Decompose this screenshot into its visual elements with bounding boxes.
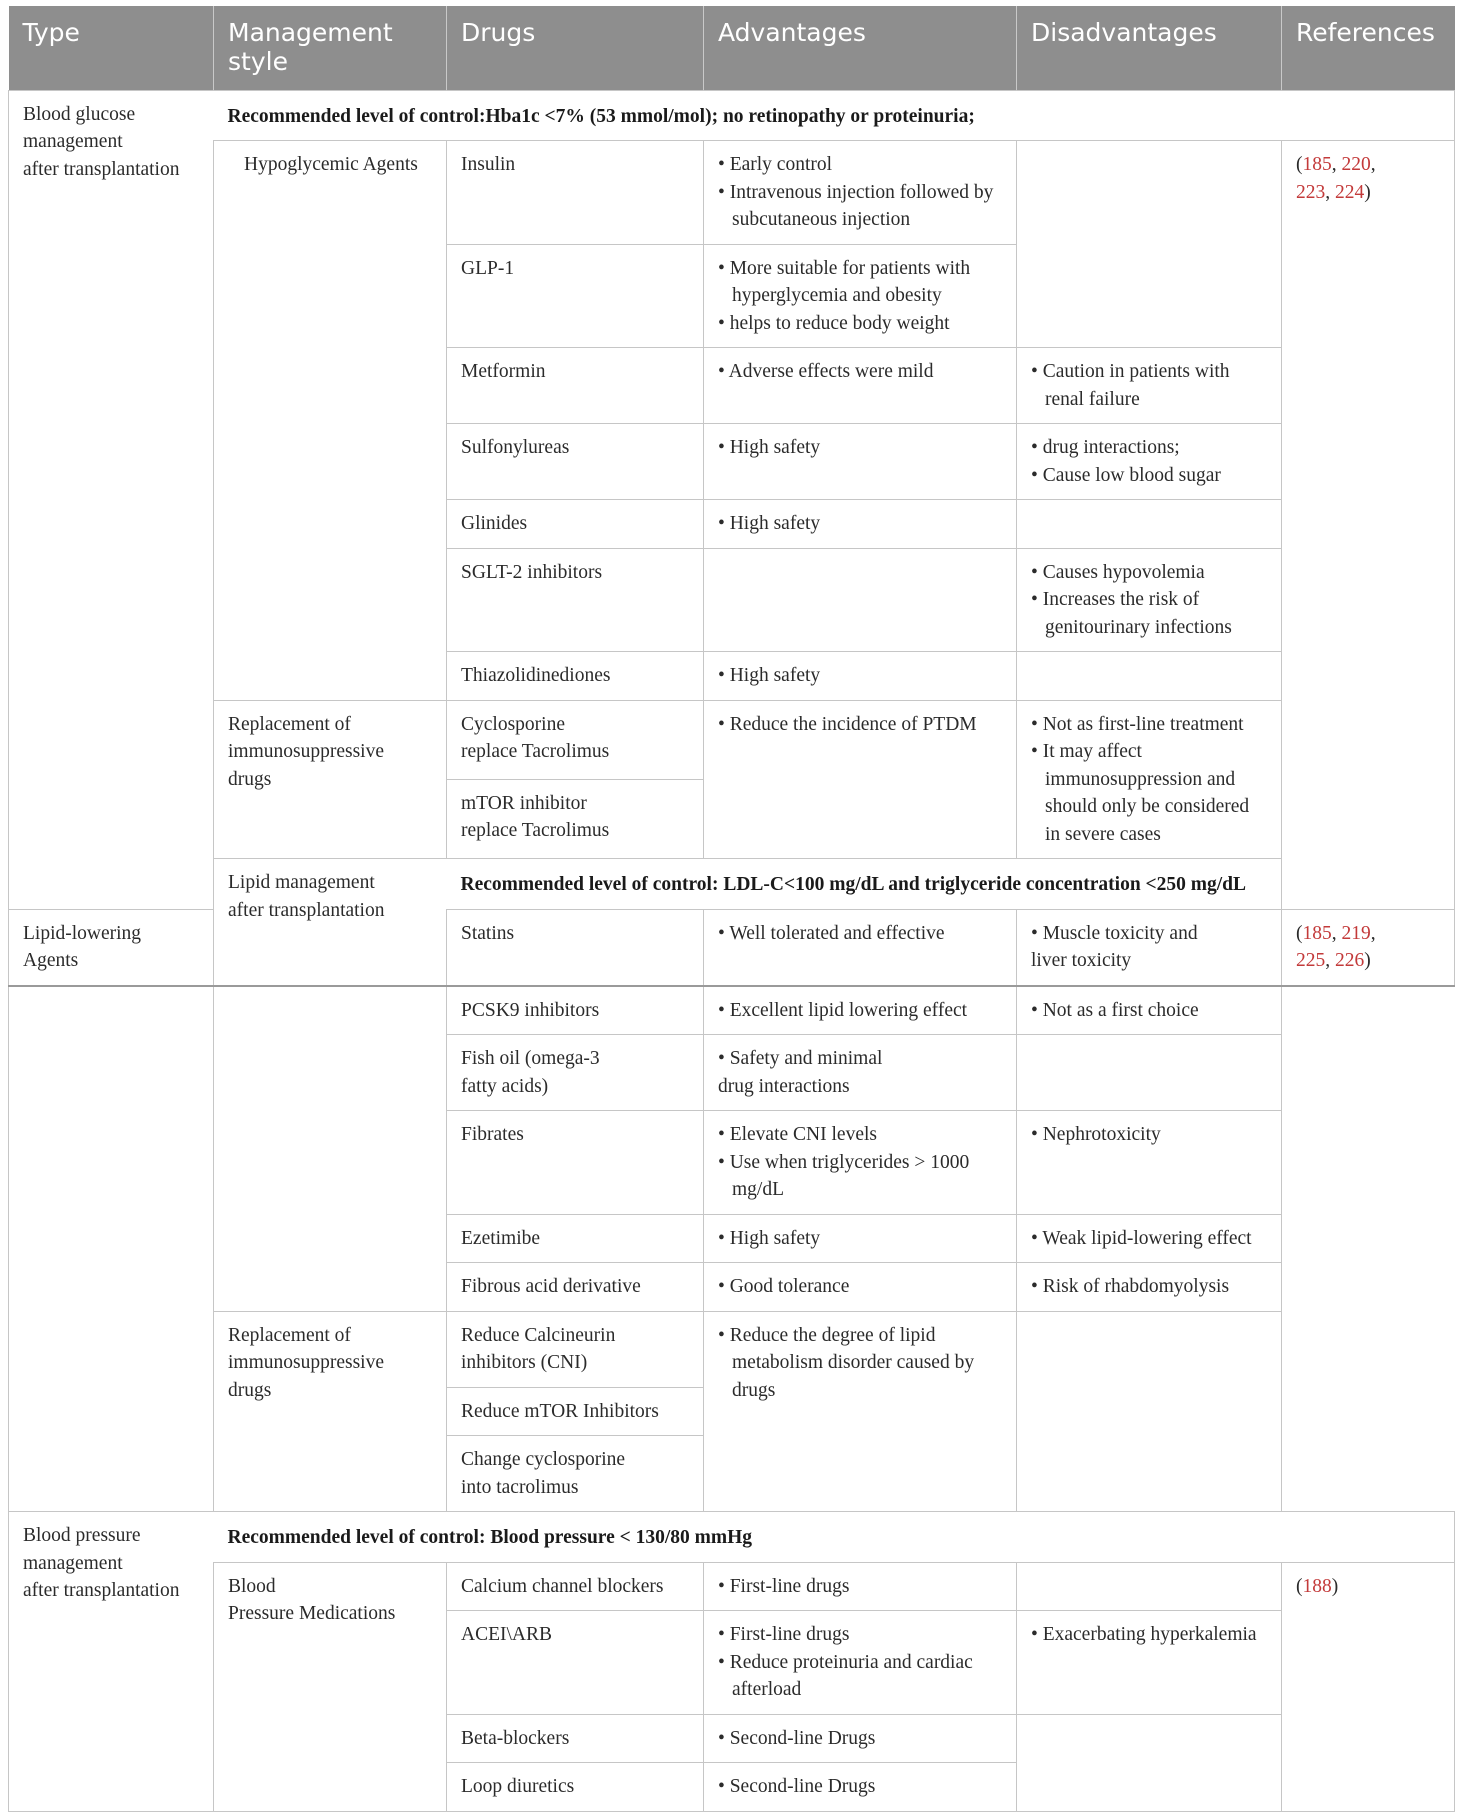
dis-sglt2 — [1017, 548, 1282, 652]
bullet-item: • Risk of rhabdomyolysis — [1031, 1276, 1230, 1297]
table-row — [9, 141, 1455, 245]
text-line: mTOR inhibitor — [461, 792, 587, 814]
dis-pcsk9 — [1017, 986, 1282, 1035]
citation-punctuation: , — [1370, 922, 1376, 944]
header-type: Type — [9, 6, 214, 90]
bullet-item: • Increases the risk of genitourinary infections — [1031, 589, 1232, 638]
text-line: Change cyclosporine — [461, 1449, 626, 1470]
drug-pcsk9: PCSK9 inhibitors — [447, 986, 704, 1035]
text-line: Management — [228, 18, 393, 47]
text-line: style — [228, 47, 288, 76]
bullet-item: • High safety — [718, 1227, 821, 1249]
bullet-item: • Second-line Drugs — [718, 1776, 876, 1797]
dis-acei-arb — [1017, 1611, 1282, 1715]
citation-punctuation: , — [1331, 922, 1342, 944]
adv-statins — [704, 909, 1017, 986]
refs-lipid[interactable] — [1282, 909, 1455, 986]
drug-fish-oil — [447, 1035, 704, 1111]
citation-link[interactable]: 219 — [1341, 922, 1371, 944]
citation-link[interactable]: 188 — [1302, 1575, 1332, 1597]
bullet-item: • Nephrotoxicity — [1031, 1124, 1161, 1145]
citation-punctuation: ) — [1331, 1575, 1339, 1597]
citation-link[interactable]: 226 — [1335, 950, 1365, 971]
drug-reduce-mtor: Reduce mTOR Inhibitors — [447, 1387, 704, 1436]
text-line: into tacrolimus — [461, 1476, 579, 1498]
adv-glinides — [704, 500, 1017, 549]
drug-mtor-inhibitor — [447, 779, 704, 858]
bullet-item: • First-line drugs — [718, 1624, 850, 1645]
style-lipid-replacement — [214, 1311, 447, 1512]
drug-ezetimibe: Ezetimibe — [447, 1214, 704, 1263]
bullet-item: • Use when triglycerides > 1000 mg/dL — [718, 1151, 970, 1200]
dis-fibrous-acid — [1017, 1263, 1282, 1312]
dis-fibrates — [1017, 1111, 1282, 1215]
bullet-item: • Exacerbating hyperkalemia — [1031, 1624, 1257, 1645]
adv-acei-arb — [704, 1611, 1017, 1715]
citation-punctuation: ( — [1296, 1575, 1303, 1597]
citation-punctuation: , — [1325, 950, 1335, 971]
text-line: Replacement of — [228, 1324, 351, 1346]
text-line: after transplantation — [228, 899, 385, 921]
header-advantages: Advantages — [704, 6, 1017, 90]
text-line: Blood glucose — [23, 103, 136, 125]
drug-metformin: Metformin — [447, 348, 704, 424]
table-row — [9, 700, 1455, 779]
style-lipid-lowering-agents: Lipid-lowering Agents — [9, 909, 214, 986]
refs-lipid-continued — [1282, 986, 1455, 1512]
bullet-item: • Adverse effects were mild — [718, 361, 934, 382]
text-line: inhibitors (CNI) — [461, 1352, 588, 1373]
bullet-item: • First-line drugs — [718, 1575, 850, 1597]
bullet-item: • Good tolerance — [718, 1276, 850, 1297]
adv-lipid-replacement — [704, 1311, 1017, 1512]
text-line: Pressure Medications — [228, 1603, 396, 1624]
citation-link[interactable]: 220 — [1341, 154, 1371, 175]
drug-glp1: GLP-1 — [447, 244, 704, 348]
bullet-item: • Second-line Drugs — [718, 1727, 876, 1749]
text-line: after transplantation — [23, 1580, 180, 1601]
refs-bp[interactable] — [1282, 1562, 1455, 1811]
text-line: Blood pressure — [23, 1525, 141, 1546]
header-drugs: Drugs — [447, 6, 704, 90]
bullet-item: • Causes hypovolemia — [1031, 561, 1205, 583]
table-row — [9, 1562, 1455, 1611]
glucose-control-target: Recommended level of control:Hba1c <7% (53 mmol/mol); no retinopathy or proteinuria; — [214, 90, 1455, 141]
dis-glinides — [1017, 500, 1282, 549]
dis-lipid-replacement — [1017, 1311, 1282, 1512]
drug-glinides: Glinides — [447, 500, 704, 549]
adv-replacement — [704, 700, 1017, 859]
drug-beta-blockers: Beta-blockers — [447, 1714, 704, 1763]
dis-fish-oil — [1017, 1035, 1282, 1111]
table-row — [9, 986, 1455, 1035]
text-line: Lipid management — [228, 872, 375, 893]
header-row — [9, 6, 1455, 90]
text-line: • Muscle toxicity and — [1031, 922, 1198, 944]
text-line: drugs — [228, 1379, 272, 1401]
type-blood-pressure — [9, 1512, 214, 1812]
adv-insulin — [704, 141, 1017, 245]
adv-fibrates — [704, 1111, 1017, 1215]
bullet-item: • Reduce the incidence of PTDM — [718, 713, 977, 735]
style-bp-medications — [214, 1562, 447, 1811]
lipid-control-target: Recommended level of control: LDL-C<100 mg/dL and triglyceride concentration <250 mg/dL — [447, 859, 1455, 910]
adv-loop-diuretics — [704, 1763, 1017, 1812]
dis-ccb — [1017, 1562, 1282, 1611]
drug-reduce-cni — [447, 1311, 704, 1387]
style-replacement-immunosuppressive — [214, 700, 447, 859]
dis-replacement — [1017, 700, 1282, 859]
drug-statins: Statins — [447, 909, 704, 986]
comorbidity-management-table — [8, 6, 1454, 1812]
bullet-item: • Reduce proteinuria and cardiac afterload — [718, 1651, 973, 1700]
text-line: management — [23, 131, 123, 152]
citation-link[interactable]: 185 — [1302, 922, 1332, 944]
text-line: Fish oil (omega-3 — [461, 1048, 600, 1069]
text-line: immunosuppressive — [228, 1352, 384, 1373]
bullet-item: • Early control — [718, 154, 833, 175]
adv-fish-oil — [704, 1035, 1017, 1111]
glucose-banner-row — [9, 90, 1455, 141]
style-lipid-continued — [214, 986, 447, 1312]
drug-sglt2: SGLT-2 inhibitors — [447, 548, 704, 652]
text-line: Cyclosporine — [461, 713, 565, 735]
text-line: liver toxicity — [1031, 950, 1132, 971]
text-line: • Safety and minimal — [718, 1048, 883, 1069]
bullet-item: • Elevate CNI levels — [718, 1124, 877, 1145]
adv-sglt2 — [704, 548, 1017, 652]
type-lipid-continued — [9, 986, 214, 1512]
bullet-item: • Intravenous injection followed by subcutaneous injection — [718, 181, 994, 230]
dis-insulin-glp1 — [1017, 141, 1282, 348]
bullet-item: • It may affect immunosuppression and should only be considered in severe cases — [1031, 741, 1250, 845]
dis-sulfonylureas — [1017, 424, 1282, 500]
drug-insulin: Insulin — [447, 141, 704, 245]
citation-punctuation: ) — [1364, 181, 1371, 203]
header-disadvantages: Disadvantages — [1017, 6, 1282, 90]
refs-glucose[interactable] — [1282, 141, 1455, 910]
citation-link[interactable]: 185 — [1302, 154, 1332, 175]
bullet-item: • Weak lipid-lowering effect — [1031, 1227, 1252, 1249]
dis-ezetimibe — [1017, 1214, 1282, 1263]
type-blood-glucose — [9, 90, 214, 909]
adv-metformin — [704, 348, 1017, 424]
adv-glp1 — [704, 244, 1017, 348]
bullet-item: • Cause low blood sugar — [1031, 464, 1221, 486]
drug-loop-diuretics: Loop diuretics — [447, 1763, 704, 1812]
adv-thiazolidinediones — [704, 652, 1017, 701]
bullet-item: • High safety — [718, 437, 821, 458]
dis-statins — [1017, 909, 1282, 986]
bullet-item: • High safety — [718, 665, 821, 686]
citation-punctuation: ) — [1364, 950, 1371, 971]
citation-punctuation: , — [1331, 154, 1342, 175]
dis-beta-loop — [1017, 1714, 1282, 1811]
bullet-item: • Well tolerated and effective — [718, 922, 945, 944]
management-table — [8, 6, 1455, 1812]
text-line: fatty acids) — [461, 1075, 549, 1097]
header-references: References — [1282, 6, 1455, 90]
text-line: management — [23, 1552, 123, 1574]
drug-change-cyclosporine — [447, 1436, 704, 1512]
citation-link[interactable]: 223 — [1296, 181, 1326, 203]
text-line: Blood — [228, 1575, 276, 1597]
bp-control-target: Recommended level of control: Blood pressure < 130/80 mmHg — [214, 1512, 1455, 1563]
bullet-item: • helps to reduce body weight — [718, 312, 950, 334]
adv-ccb — [704, 1562, 1017, 1611]
text-line: immunosuppressive — [228, 741, 384, 762]
adv-ezetimibe — [704, 1214, 1017, 1263]
adv-pcsk9 — [704, 986, 1017, 1035]
text-line: drugs — [228, 768, 272, 790]
citation-link[interactable]: 225 — [1296, 950, 1326, 971]
adv-beta-blockers — [704, 1714, 1017, 1763]
citation-link[interactable]: 224 — [1335, 181, 1365, 203]
bullet-item: • Excellent lipid lowering effect — [718, 999, 968, 1021]
drug-ccb: Calcium channel blockers — [447, 1562, 704, 1611]
citation-punctuation: , — [1325, 181, 1335, 203]
drug-acei-arb: ACEI\ARB — [447, 1611, 704, 1715]
drug-thiazolidinediones: Thiazolidinediones — [447, 652, 704, 701]
citation-punctuation: ( — [1296, 154, 1303, 175]
type-lipid — [214, 859, 447, 986]
drug-sulfonylureas: Sulfonylureas — [447, 424, 704, 500]
style-hypoglycemic-agents: Hypoglycemic Agents — [214, 141, 447, 701]
dis-metformin — [1017, 348, 1282, 424]
lipid-banner-row — [9, 859, 1455, 910]
drug-fibrates: Fibrates — [447, 1111, 704, 1215]
citation-punctuation: ( — [1296, 922, 1303, 944]
text-line: after transplantation — [23, 158, 180, 180]
header-management-style — [214, 6, 447, 90]
adv-sulfonylureas — [704, 424, 1017, 500]
drug-fibrous-acid: Fibrous acid derivative — [447, 1263, 704, 1312]
dis-thiazolidinediones — [1017, 652, 1282, 701]
table-row — [9, 1311, 1455, 1387]
bullet-item: • Not as a first choice — [1031, 999, 1199, 1021]
bullet-item: • Reduce the degree of lipid metabolism disorder caused by drugs — [718, 1324, 975, 1401]
text-line: Reduce Calcineurin — [461, 1324, 616, 1346]
bullet-item: • drug interactions; — [1031, 437, 1180, 458]
adv-fibrous-acid — [704, 1263, 1017, 1312]
bullet-item: • High safety — [718, 513, 821, 534]
bp-banner-row — [9, 1512, 1455, 1563]
bullet-item: • Not as first-line treatment — [1031, 713, 1244, 735]
drug-cyclosporine — [447, 700, 704, 779]
citation-punctuation: , — [1370, 154, 1376, 175]
text-line: replace Tacrolimus — [461, 741, 610, 762]
bullet-item: • Caution in patients with renal failure — [1031, 361, 1230, 410]
header-management-style-text — [228, 18, 432, 76]
bullet-item: • More suitable for patients with hyperglycemia and obesity — [718, 257, 971, 306]
text-line: replace Tacrolimus — [461, 820, 610, 842]
text-line: Replacement of — [228, 713, 351, 735]
text-line: drug interactions — [718, 1075, 850, 1097]
